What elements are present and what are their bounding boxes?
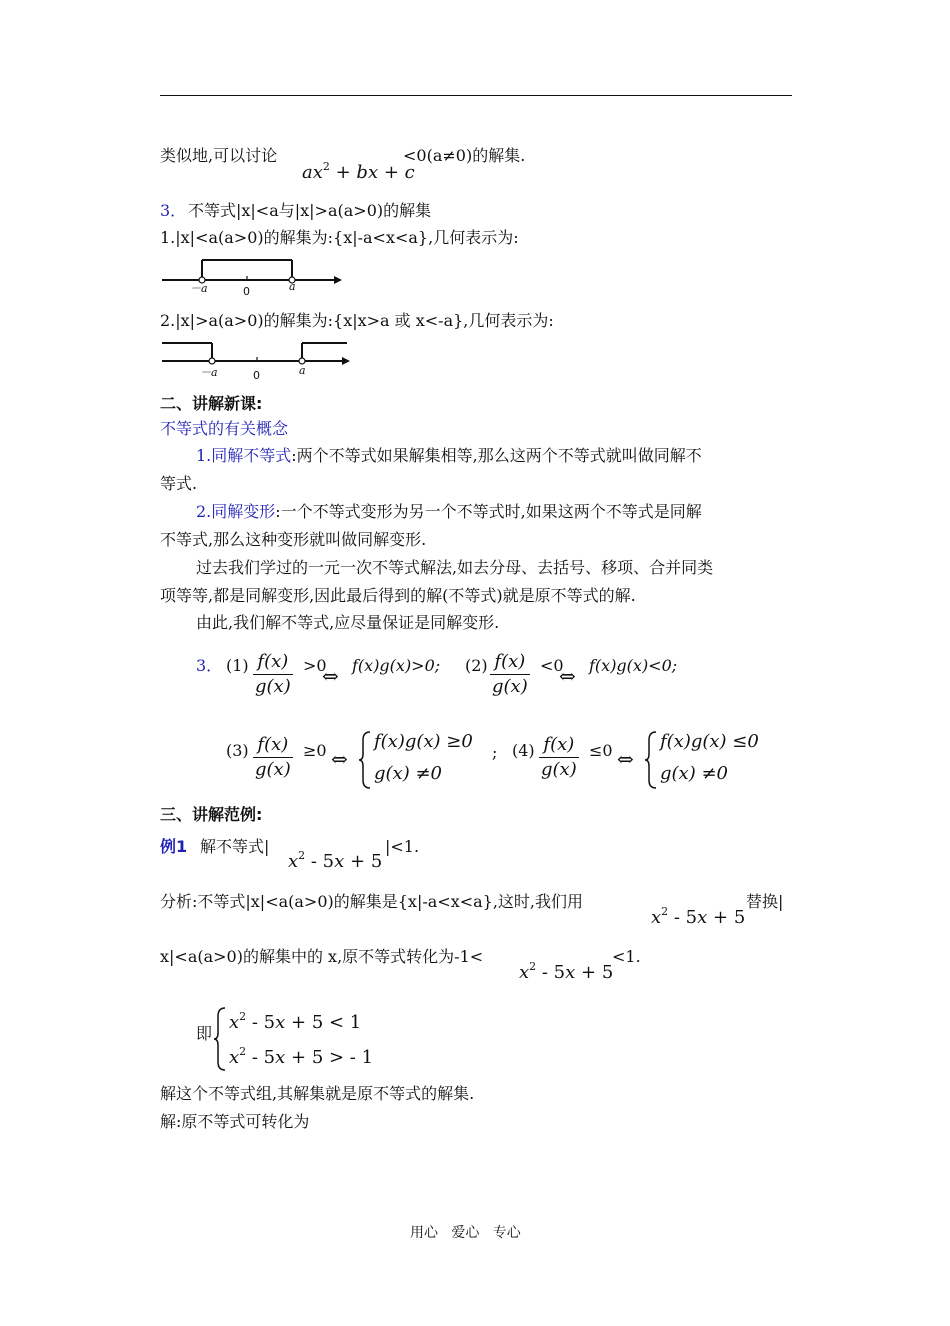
p1-formula: $ax^2$ + bx + c — [302, 160, 415, 183]
para1-line1: 过去我们学过的一元一次不等式解法,如去分母、去括号、移项、合并同类 — [196, 558, 714, 577]
r3-numerator: f(x) — [253, 733, 293, 758]
def1-line2: 等式. — [160, 474, 198, 493]
def1-line1 — [196, 446, 702, 466]
section2-title: 二、讲解新课: — [160, 394, 263, 413]
r2-fraction — [490, 650, 530, 699]
system-eq1: $x^2 - 5x + 5 < 1$ — [229, 1010, 362, 1033]
r4-sys2: g(x) ≠0 — [660, 763, 728, 784]
example1-expr: $x^2 - 5x + 5$ — [288, 849, 383, 872]
r3-brace — [358, 730, 372, 790]
def2-term: 同解变形 — [211, 502, 276, 521]
r2-relation: <0 — [540, 656, 564, 675]
s3-title: 不等式|x|<a与|x|>a(a>0)的解集 — [188, 201, 432, 220]
r4-sys1: f(x)g(x) ≤0 — [660, 731, 759, 752]
para2: 由此,我们解不等式,应尽量保证是同解变形. — [196, 613, 500, 632]
r1-numerator: f(x) — [253, 650, 293, 675]
section3-title: 三、讲解范例: — [160, 805, 263, 824]
r4-label: (4) — [512, 741, 535, 760]
p1-lead: 类似地,可以讨论 — [160, 146, 278, 165]
nl2-neg-a: －a — [200, 366, 218, 379]
system-brace — [213, 1006, 227, 1072]
solution: 解:原不等式可转化为 — [160, 1112, 310, 1131]
r1-relation: >0 — [303, 656, 327, 675]
nl1-zero: 0 — [243, 285, 250, 298]
nl1-neg-a: －a — [190, 282, 208, 295]
r1-denominator: g(x) — [255, 676, 291, 697]
r2-label: (2) — [465, 656, 488, 675]
r2-numerator: f(x) — [490, 650, 530, 675]
r3-sys1: f(x)g(x) ≥0 — [374, 731, 473, 752]
r3-sys2: g(x) ≠0 — [374, 763, 442, 784]
r3-denominator: g(x) — [255, 759, 291, 780]
analysis-line2-lead: x|<a(a>0)的解集中的 x,原不等式转化为-1< — [160, 947, 484, 966]
r1-rhs: f(x)g(x)>0; — [352, 656, 441, 675]
r4-fraction — [539, 733, 579, 782]
r3-relation: ≥0 — [303, 741, 327, 760]
p1-tail: <0(a≠0)的解集. — [403, 146, 526, 165]
analysis-expr1: $x^2 - 5x + 5$ — [651, 905, 746, 928]
nl2-zero: 0 — [253, 369, 260, 382]
nl2-a: a — [299, 364, 306, 377]
r3-fraction — [253, 733, 293, 782]
r3-label: (3) — [226, 741, 249, 760]
r3-iff: ⇔ — [331, 747, 348, 771]
r4-relation: ≤0 — [589, 741, 613, 760]
example1-tail: |<1. — [385, 837, 420, 856]
r4-denominator: g(x) — [541, 759, 577, 780]
header-rule — [160, 95, 792, 96]
example1-lead: 解不等式| — [200, 837, 270, 856]
concept-title: 不等式的有关概念 — [160, 419, 289, 438]
r1-fraction — [253, 650, 293, 699]
def2-line1 — [196, 502, 702, 522]
conclusion: 解这个不等式组,其解集就是原不等式的解集. — [160, 1084, 475, 1103]
item2-text: 2.|x|>a(a>0)的解集为:{x|x>a 或 x<-a},几何表示为: — [160, 311, 554, 330]
r4-numerator: f(x) — [539, 733, 579, 758]
r4-iff: ⇔ — [617, 747, 634, 771]
item1-text: 1.|x|<a(a>0)的解集为:{x|-a<x<a},几何表示为: — [160, 228, 519, 247]
s3-number: 3． — [160, 201, 187, 220]
def2-num: 2. — [196, 502, 212, 521]
nl1-a: a — [289, 280, 296, 293]
analysis-line1-lead: 分析:不等式|x|<a(a>0)的解集是{x|-a<x<a},这时,我们用 — [160, 892, 584, 911]
analysis-line1-tail: 替换| — [746, 892, 784, 911]
footer: 用心 爱心 专心 — [410, 1225, 521, 1241]
def2-line2: 不等式,那么这种变形就叫做同解变形. — [160, 530, 427, 549]
def1-text: :两个不等式如果解集相等,那么这两个不等式就叫做同解不 — [291, 446, 702, 465]
system-eq2: $x^2 - 5x + 5$ > - 1 — [229, 1045, 374, 1068]
r4-brace — [644, 730, 658, 790]
example1-label: 例1 — [160, 837, 188, 856]
para1-line2: 项等等,都是同解变形,因此最后得到的解(不等式)就是原不等式的解. — [160, 586, 636, 605]
r2-denominator: g(x) — [492, 676, 528, 697]
def1-term: 同解不等式 — [211, 446, 292, 465]
analysis-line2-tail: <1. — [612, 947, 641, 966]
system-lead: 即 — [196, 1024, 213, 1043]
r2-rhs: f(x)g(x)<0; — [589, 656, 678, 675]
r3-separator: ; — [492, 743, 498, 762]
r1-iff: ⇔ — [322, 664, 339, 688]
r1-label: (1) — [226, 656, 249, 675]
rules-number: 3． — [196, 656, 223, 675]
def2-text: :一个不等式变形为另一个不等式时,如果这两个不等式是同解 — [275, 502, 702, 521]
analysis-expr2: $x^2 - 5x + 5$ — [519, 960, 614, 983]
def1-num: 1. — [196, 446, 212, 465]
r2-iff: ⇔ — [559, 664, 576, 688]
